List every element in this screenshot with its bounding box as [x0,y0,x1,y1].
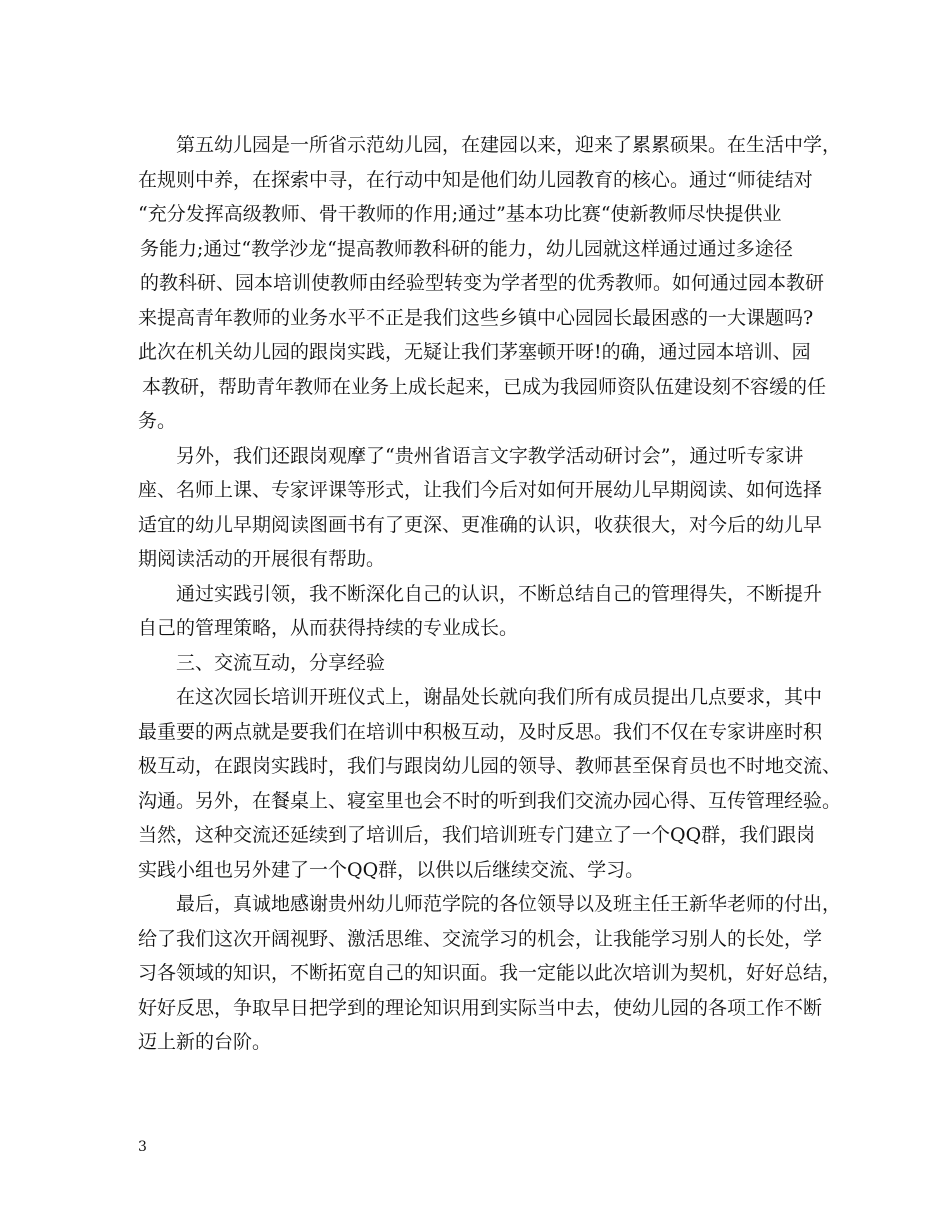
text-line: “充分发挥高级教师、骨干教师的作用;通过”基本功比赛“使新教师尽快提供业 [138,203,782,225]
text-line: 三、交流互动，分享经验 [176,651,386,674]
text-line: 务。 [138,410,177,432]
text-line: 迈上新的台阶。 [138,1031,272,1053]
text-line: 沟通。另外，在餐桌上、寝室里也会不时的听到我们交流办园心得、互传管理经验。 [138,789,842,812]
page-number: 3 [138,1139,147,1155]
text-line: 另外，我们还跟岗观摩了“贵州省语言文字教学活动研讨会”，通过听专家讲 [176,444,804,467]
text-line: 在规则中养，在探索中寻，在行动中知是他们幼儿园教育的核心。通过“师徒结对 [138,168,813,191]
text-line: 最重要的两点就是要我们在培训中积极互动，及时反思。我们不仅在专家讲座时积 [138,720,823,743]
text-line: 在这次园长培训开班仪式上，谢晶处长就向我们所有成员提出几点要求，其中 [176,686,823,708]
text-line: 的教科研、园本培训使教师由经验型转变为学者型的优秀教师。如何通过园本教研 [140,272,825,294]
text-line: 自己的管理策略，从而获得持续的专业成长。 [138,617,519,639]
text-line: 极互动，在跟岗实践时，我们与跟岗幼儿园的领导、教师甚至保育员也不时地交流、 [138,755,842,777]
text-line: 务能力;通过“教学沙龙“提高教师教科研的能力，幼儿园就这样通过通过多途径 [140,237,793,260]
text-line: 适宜的幼儿早期阅读图画书有了更深、更准确的认识，收获很大，对今后的幼儿早 [138,513,823,536]
text-line: 给了我们这次开阔视野、激活思维、交流学习的机会，让我能学习别人的长处，学 [138,927,823,950]
text-line: 最后，真诚地感谢贵州幼儿师范学院的各位领导以及班主任王新华老师的付出， [176,893,842,915]
text-line: 来提高青年教师的业务水平不正是我们这些乡镇中心园园长最困惑的一大课题吗? [138,306,814,329]
text-line: 当然，这种交流还延续到了培训后，我们培训班专门建立了一个QQ群，我们跟岗 [138,824,816,846]
text-line: 通过实践引领，我不断深化自己的认识，不断总结自己的管理得失，不断提升 [176,582,823,605]
text-line: 习各领域的知识，不断拓宽自己的知识面。我一定能以此次培训为契机，好好总结， [138,962,842,984]
text-line: 实践小组也另外建了一个QQ群，以供以后继续交流、学习。 [138,858,645,881]
text-line: 好好反思，争取早日把学到的理论知识用到实际当中去，使幼儿园的各项工作不断 [138,996,823,1019]
text-line: 第五幼儿园是一所省示范幼儿园，在建园以来，迎来了累累硕果。在生活中学， [176,134,842,156]
body-text [138,128,842,1060]
text-line: 座、名师上课、专家评课等形式，让我们今后对如何开展幼儿早期阅读、如何选择 [138,479,823,501]
text-line: 期阅读活动的开展很有帮助。 [138,548,386,570]
text-line: 本教研，帮助青年教师在业务上成长起来，已成为我园师资队伍建设刻不容缓的任 [142,375,827,398]
text-line: 此次在机关幼儿园的跟岗实践，无疑让我们茅塞顿开呀!的确，通过园本培训、园 [138,341,811,363]
